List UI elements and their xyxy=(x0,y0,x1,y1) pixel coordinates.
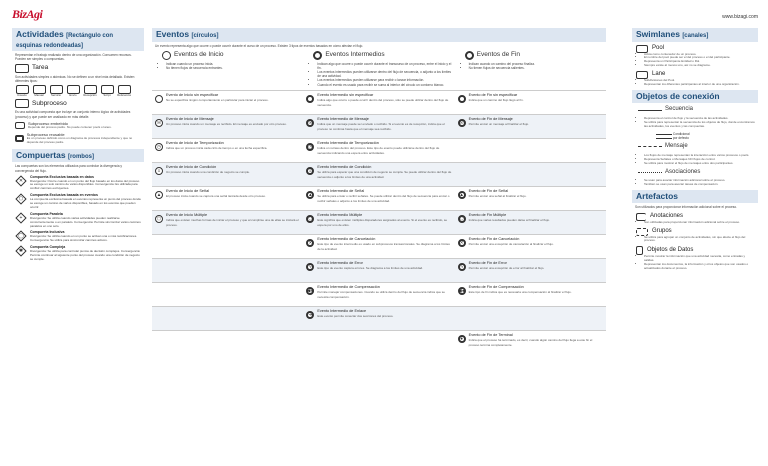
event-cell xyxy=(152,331,303,354)
event-icon: ◀◀ xyxy=(458,287,466,293)
column-events xyxy=(152,28,606,354)
event-title: Evento Intermedio de Compensación xyxy=(317,284,380,289)
asociacion-title: Asociaciones xyxy=(665,168,701,175)
event-desc: Se utiliza para enviar o recibir señales. Se puede utilizar dentro del flujo de secuencia para enviar o recibir señales o adjunto a los límites de una actividad. xyxy=(317,193,450,203)
event-title: Evento de Inicio de Condición xyxy=(166,164,217,169)
actividades-sub: [Rectángulo con esquinas redondeadas] xyxy=(16,33,114,49)
event-icon: ◷ xyxy=(306,143,314,151)
event-text xyxy=(317,309,393,328)
event-text xyxy=(317,165,451,184)
tarea-title: Tarea xyxy=(32,63,49,71)
event-title: Evento de Fin de Mensaje xyxy=(468,116,513,121)
event-title: Evento Intermedio de Mensaje xyxy=(317,116,369,121)
event-desc: Permite enviar una excepción de cancelación al finalizar el flujo. xyxy=(468,241,554,246)
list-item: • Actúa como contenedor de un proceso. xyxy=(644,53,754,57)
event-bullet: • No tienen flujos de secuencia salientes. xyxy=(469,66,606,70)
conditional-flow-icon xyxy=(656,134,672,135)
event-icon: ✉ xyxy=(155,119,163,127)
artefactos-desc: Son utilizados para proporcionar información adicional sobre el proceso. xyxy=(635,205,738,210)
event-rows xyxy=(152,90,606,354)
secuencia-title: Secuencia xyxy=(665,106,694,113)
event-text xyxy=(166,189,266,208)
gateway-text xyxy=(30,212,141,229)
event-type-label: Eventos de Fin xyxy=(476,51,521,59)
event-cell xyxy=(303,187,454,210)
gateway-desc: Divergencia: Se utiliza cuando varias actividades pueden realizarse concurrentemente o en paralelo. Convergencia: Permite sincronizar varios caminos paralelos en uno solo. xyxy=(30,215,141,228)
event-type-label: Eventos Intermedios xyxy=(325,51,385,59)
event-bullet: • Los eventos intermedios pueden utilizarse dentro del flujo de secuencia, o adjunto a los límites de una actividad. xyxy=(317,70,454,78)
task-type-label: Servicio xyxy=(51,92,61,97)
end-event-icon xyxy=(465,51,474,60)
event-desc: Indica que existen muchas formas de iniciar el proceso y que al cumplirse una de ellas se iniciará el proceso. xyxy=(166,217,299,227)
task-type-script xyxy=(100,85,114,98)
subproceso-title: Subproceso xyxy=(32,99,67,107)
gateway-text xyxy=(30,193,141,210)
swimlanes-sub: [canales] xyxy=(682,33,709,39)
task-type-envio xyxy=(66,85,80,98)
gateway-title: Compuerta Inclusiva xyxy=(30,230,65,235)
artefactos-header: Artefactos xyxy=(632,190,758,203)
embebido-desc: Depende del proceso padre. No puede contener pools o lanes. xyxy=(28,124,112,129)
event-cell xyxy=(455,115,606,138)
pool-list xyxy=(636,53,754,69)
task-type-usuario xyxy=(15,85,29,98)
event-icon: ⬠ xyxy=(155,215,163,223)
lane-title: Lane xyxy=(652,71,666,78)
secuencia-list xyxy=(632,117,758,129)
event-cell xyxy=(455,163,606,186)
task-icon xyxy=(15,64,29,73)
event-cell xyxy=(152,307,303,330)
task-type-label: Recepción xyxy=(83,92,97,97)
list-item: • Los flujos de mensaje representan la interacción entre varios procesos o pools. xyxy=(644,154,758,158)
event-cell xyxy=(455,211,606,234)
event-bullet: • Los eventos intermedios pueden utilizarse para recibir o lanzar información. xyxy=(317,78,454,82)
event-title: Evento Intermedio Múltiple xyxy=(317,212,363,217)
event-icon: ◀◀ xyxy=(306,287,314,293)
event-bullets xyxy=(152,62,606,87)
lane-list xyxy=(636,79,754,87)
event-title: Evento Intermedio de Error xyxy=(317,260,363,265)
event-text xyxy=(166,117,287,136)
event-row xyxy=(152,282,606,306)
task-types xyxy=(15,85,141,98)
event-cell xyxy=(303,235,454,258)
compuertas-title: Compuertas xyxy=(16,149,66,160)
list-item: • Permite mostrar la información que una actividad necesita, como entradas y salidas. xyxy=(644,255,754,263)
event-text xyxy=(469,117,529,136)
event-cell xyxy=(303,139,454,162)
event-title: Evento de Fin de Error xyxy=(468,260,507,265)
gateway-desc: Divergencia: Se utiliza cuando en un punto se activan una o más ramificaciones. Convergencia: Se utiliza para sincronizar caminos activos. xyxy=(30,234,138,243)
default-label: por defecto xyxy=(672,135,689,140)
event-cell xyxy=(303,307,454,330)
event-cell xyxy=(152,211,303,234)
event-row xyxy=(152,330,606,354)
event-text xyxy=(469,189,527,208)
list-item: • Se usan para asociar información adicional sobre el proceso. xyxy=(644,179,758,183)
event-cell xyxy=(152,187,303,210)
event-icon: ● xyxy=(458,335,466,343)
event-text xyxy=(317,213,451,232)
gateway-text xyxy=(30,175,141,192)
event-icon: ⬠ xyxy=(306,215,314,223)
event-icon: ✉ xyxy=(458,119,466,127)
event-row xyxy=(152,138,606,162)
event-icon: ϟ xyxy=(458,263,466,271)
eventos-header xyxy=(152,28,606,42)
event-desc: Este evento permite conectar dos secciones del proceso. xyxy=(317,313,394,318)
gateway-title: Compuerta Exclusiva basada en datos xyxy=(30,174,94,179)
datos-title: Objetos de Datos xyxy=(647,246,694,253)
event-cell xyxy=(303,163,454,186)
event-icon: ▲ xyxy=(308,191,313,197)
event-type-start xyxy=(152,51,303,60)
list-item: • Representa un Participante Entidad o Rol. xyxy=(644,60,754,64)
event-cell xyxy=(152,163,303,186)
gateway-text xyxy=(30,245,141,262)
conditional-label: Condicional xyxy=(672,131,690,136)
event-icon: ✉ xyxy=(306,119,314,127)
event-row xyxy=(152,162,606,186)
data-object-icon xyxy=(636,246,643,255)
task-type-label: Referencia xyxy=(117,92,131,97)
event-text xyxy=(469,261,545,280)
gateway-item xyxy=(15,175,141,192)
event-cell xyxy=(455,91,606,114)
event-desc: Permite enviar una señal al finalizar el flujo. xyxy=(468,193,527,198)
event-cell xyxy=(455,259,606,282)
event-type-intermediate xyxy=(303,51,454,60)
event-cell xyxy=(303,331,454,354)
top-bar xyxy=(0,0,768,28)
gateway-desc: La compuerta exclusiva basada en eventos representa un punto del proceso donde se escoge un camino de varios disponibles, basado en los eventos que pueden ocurrir. xyxy=(30,197,141,209)
event-type-end xyxy=(455,51,606,60)
default-flow-icon xyxy=(656,138,672,139)
event-icon: ✕ xyxy=(458,239,466,247)
event-desc: Indica que un mensaje puede ser enviado o recibido. Si el evento es de recepción, indica que el proceso no continúa hasta que el mensaje sea recibido. xyxy=(317,121,445,131)
gateway-icon xyxy=(15,175,26,186)
event-desc: El proceso inicia cuando se captura una señal lanzada desde otro proceso. xyxy=(166,193,266,198)
eventos-title: Eventos xyxy=(156,29,190,39)
event-icon xyxy=(306,95,314,103)
gateway-title: Compuerta Compleja xyxy=(30,245,66,250)
asociacion-list xyxy=(632,179,758,187)
event-bullet-list xyxy=(303,62,454,87)
gateway-symbol: ◯ xyxy=(18,233,24,240)
actividades-header xyxy=(12,28,144,51)
event-text xyxy=(469,237,554,256)
event-desc: Permite manejar compensaciones. Cuando se utiliza dentro del flujo de secuencia indica que se necesita compensación. xyxy=(317,289,445,299)
event-cell xyxy=(455,235,606,258)
grupos-list xyxy=(636,236,754,244)
actividades-title: Actividades xyxy=(16,29,64,39)
event-title: Evento Intermedio de Enlace xyxy=(317,308,367,313)
embedded-subprocess-icon xyxy=(15,122,25,129)
subproceso-desc: Es una actividad compuesta que incluye un conjunto interno lógico de actividades (proceso) y que puede ser analizado en más detalle. xyxy=(15,110,131,119)
compuertas-header xyxy=(12,149,144,163)
reusable-subprocess-icon xyxy=(15,135,24,142)
event-bullet: • Indican cuando un camino del proceso finaliza. xyxy=(469,62,606,66)
compuertas-desc: Las compuertas son los elementos utilizados para controlar la divergencia y convergencia del flujo. xyxy=(15,164,123,173)
column-left xyxy=(12,28,144,264)
actividades-desc: Representan el trabajo realizado dentro de una organización. Consumen recursos. Pueden ser simples o compuestas. xyxy=(15,53,132,62)
event-cell xyxy=(152,283,303,306)
reusable-desc: Es un proceso definido como un diagrama de procesos independiente y que no depende del proceso padre. xyxy=(26,136,133,144)
event-desc: Indica que el proceso ha terminado, es decir, cuando algún camino del flujo llega a este fin el proceso termina completamente. xyxy=(468,337,593,347)
task-type-recepcion xyxy=(83,85,97,98)
event-icon: ▲ xyxy=(459,191,464,197)
event-icon xyxy=(155,95,163,103)
intermediate-event-icon xyxy=(313,51,322,60)
swimlanes-header xyxy=(632,28,758,42)
event-title: Evento de Fin de Señal xyxy=(468,188,509,193)
gateway-desc: Divergencia: Ocurre cuando en un punto del flujo basado en los datos del proceso se escoge un solo camino de varios disponibles. Convergencia: Es utilizada para confluir caminos excluyentes. xyxy=(30,178,140,191)
eventos-desc: Un evento representa algo que ocurre o puede ocurrir durante el curso de un proceso. Existen 3 tipos de eventos basados en cómo afectan el flujo. xyxy=(155,43,364,48)
event-icon: ≡ xyxy=(306,167,314,175)
event-title: Evento de Inicio de Mensaje xyxy=(166,116,214,121)
bizagi-logo: BizAgi xyxy=(12,7,43,21)
task-type-label: Envío xyxy=(69,92,77,97)
conexion-header: Objetos de conexión xyxy=(632,90,758,103)
mensaje-list xyxy=(632,154,758,166)
event-text xyxy=(166,141,267,160)
event-cell xyxy=(303,283,454,306)
event-cell xyxy=(303,211,454,234)
grupos-title: Grupos xyxy=(652,227,672,234)
reusable-title: Subproceso reusable xyxy=(26,131,65,137)
event-text xyxy=(317,189,451,208)
event-cell xyxy=(455,307,606,330)
gateway-item xyxy=(15,230,141,243)
event-type-label: Eventos de Inicio xyxy=(174,51,224,59)
event-text xyxy=(469,285,572,304)
list-item: • Son utilizadas para proporcionar información adicional sobre el proceso. xyxy=(644,221,754,225)
event-title: Evento de Fin de Compensación xyxy=(468,284,524,289)
gateway-symbol: ✱ xyxy=(18,248,24,255)
list-item: • Subdivisiones del Pool. xyxy=(644,79,754,83)
event-icon: ➜ xyxy=(306,311,314,319)
event-icon: ▲ xyxy=(156,191,162,197)
event-desc: Permite enviar una excepción de error al finalizar el flujo. xyxy=(468,265,545,270)
event-cell xyxy=(455,283,606,306)
event-row xyxy=(152,114,606,138)
event-text xyxy=(317,141,451,160)
event-text xyxy=(166,213,300,232)
anotaciones-list xyxy=(636,221,754,225)
event-title: Evento Intermedio sin especificar xyxy=(317,92,374,97)
task-type-manual xyxy=(32,85,46,98)
gateway-icon xyxy=(15,212,26,223)
gateway-item xyxy=(15,212,141,229)
event-title: Evento de Inicio Múltiple xyxy=(166,212,208,217)
event-row xyxy=(152,90,606,114)
event-title: Evento de Fin de Cancelación xyxy=(468,236,520,241)
event-cell xyxy=(152,235,303,258)
event-title: Evento de Fin Múltiple xyxy=(468,212,507,217)
embebido-title: Subproceso embebido xyxy=(28,120,69,126)
event-desc: Un proceso inicia cuando un mensaje es recibido. El mensaje es enviado por otro proceso. xyxy=(166,121,287,126)
list-item: • Representa el control de flujo y la secuencia de las actividades. xyxy=(644,117,758,121)
event-type-headers xyxy=(152,51,606,60)
event-row xyxy=(152,306,606,330)
event-cell xyxy=(152,259,303,282)
tarea-desc: Son actividades simples o atómicas. No se definen a un nivel más detallado. Existen diferentes tipos: xyxy=(15,74,135,83)
event-icon: ϟ xyxy=(306,263,314,271)
event-title: Evento de Inicio sin especificar xyxy=(166,92,219,97)
event-cell xyxy=(152,115,303,138)
compuertas-sub: [rombos] xyxy=(67,153,94,160)
association-icon xyxy=(638,172,662,173)
task-type-servicio xyxy=(49,85,63,98)
event-text xyxy=(317,285,451,304)
sequence-variants xyxy=(656,132,734,140)
anotaciones-title: Anotaciones xyxy=(650,212,684,219)
event-cell xyxy=(303,91,454,114)
gateway-title: Compuerta Exclusiva basada en eventos xyxy=(30,193,98,198)
list-item: • Se utiliza para representar la secuencia de los objetos de flujo, donde encontramos las actividades, los eventos y las compuertas. xyxy=(644,121,758,129)
event-cell xyxy=(303,259,454,282)
event-cell xyxy=(455,331,606,354)
event-desc: Indica que un camino del flujo llegó al fin. xyxy=(468,97,524,102)
event-title: Evento de Inicio de Temporización xyxy=(166,140,224,145)
event-cell xyxy=(152,139,303,162)
event-icon: ⬠ xyxy=(458,215,466,223)
event-title: Evento Intermedio de Temporización xyxy=(317,140,379,145)
event-icon xyxy=(458,95,466,103)
task-type-label: Manual xyxy=(34,92,44,97)
event-title: Evento de Fin sin especificar xyxy=(468,92,518,97)
gateway-symbol: + xyxy=(19,214,23,221)
event-desc: Este tipo de evento captura errores. Se diagrama a los límites de una actividad. xyxy=(317,265,424,270)
event-text xyxy=(166,165,250,184)
event-cell xyxy=(455,187,606,210)
event-title: Evento Intermedio de Señal xyxy=(317,188,365,193)
gateway-item xyxy=(15,193,141,210)
event-desc: Indica un retraso dentro del proceso. Este tipo de evento puede utilizarse dentro del flujo de secuencia indicando una espera entre actividades. xyxy=(317,145,440,155)
column-right xyxy=(632,28,758,274)
gateway-symbol: ⬠ xyxy=(18,196,24,203)
event-desc: Indica que varias resultados pueden darse al finalizar el flujo. xyxy=(468,217,550,222)
gateway-text xyxy=(30,230,141,243)
event-desc: Indica algo que ocurre o puede ocurrir dentro del proceso, sólo se puede utilizar dentro del flujo de secuencia. xyxy=(317,97,449,107)
list-item: • Siempre existe al menos uno, así no se diagrame. xyxy=(644,64,754,68)
event-row xyxy=(152,186,606,210)
event-title: Evento Intermedio de Condición xyxy=(317,164,372,169)
list-item: • Representan los documentos, la información y otros objetos que son usados o actualizados durante el proceso. xyxy=(644,263,754,271)
event-text xyxy=(166,93,269,112)
event-bullet: • Cuando el evento es usado para recibir se suma al interior del círculo un contorno blanco. xyxy=(317,83,454,87)
datos-list xyxy=(636,255,754,271)
event-text xyxy=(317,117,451,136)
event-desc: Permite enviar un mensaje al finalizar el flujo. xyxy=(468,121,530,126)
list-item: • Se utiliza para agrupar un conjunto de actividades, sin que afecte el flujo del proceso. xyxy=(644,236,754,244)
event-desc: No se especifica ningún comportamiento en particular para iniciar el proceso. xyxy=(166,97,269,102)
list-item: • También se usan para asociar tareas de compensación. xyxy=(644,183,758,187)
event-icon: ✕ xyxy=(306,239,314,247)
event-desc: Un proceso inicia cuando una condición de negocio se cumple. xyxy=(166,169,250,174)
task-type-label: Usuario xyxy=(17,92,27,97)
event-icon: ≡ xyxy=(155,167,163,175)
subprocess-icon xyxy=(15,99,29,108)
event-cell xyxy=(152,91,303,114)
event-title: Evento de Fin de Terminal xyxy=(468,332,513,337)
sequence-flow-icon xyxy=(638,110,662,111)
event-text xyxy=(469,93,524,112)
event-cell xyxy=(303,115,454,138)
start-event-icon xyxy=(162,51,171,60)
gateway-symbol: ✕ xyxy=(18,177,24,184)
event-text xyxy=(317,93,451,112)
event-desc: Se utiliza para esperar que una condición de negocio se cumpla. Se puede utilizar dentro del flujo de secuencia o adjunto a los límites de una actividad. xyxy=(317,169,452,179)
event-row xyxy=(152,234,606,258)
list-item: • Representa Señales o Mensajes NO flujos de control. xyxy=(644,158,758,162)
pool-title: Pool xyxy=(652,44,665,51)
mensaje-title: Mensaje xyxy=(665,143,688,150)
event-title: Evento Intermedio de Cancelación xyxy=(317,236,376,241)
event-text xyxy=(469,333,603,352)
event-text xyxy=(317,261,423,280)
list-item: • Representan los diferentes participantes al interior de una organización. xyxy=(644,83,754,87)
event-bullet: • No tienen flujos de secuencia entrantes. xyxy=(166,66,303,70)
event-icon: ◷ xyxy=(155,143,163,151)
gateway-desc: Divergencia: Se utiliza para controlar puntos de decisión complejos. Convergencia: Permite continuar al siguiente punto del proceso cuando una condición de negocio se cumple. xyxy=(30,248,141,261)
swimlanes-title: Swimlanes xyxy=(636,29,680,39)
event-text xyxy=(469,213,550,232)
site-url[interactable]: www.bizagi.com xyxy=(722,14,758,20)
eventos-sub: [círculos] xyxy=(191,33,219,39)
event-desc: Este tipo de evento intermedio es usado en subprocesos transaccionales. Se diagrama a los límites de la actividad. xyxy=(317,241,450,251)
task-type-referencia xyxy=(117,85,131,98)
event-bullet: • Indican algo que ocurre o puede ocurrir durante el transcurso de un proceso, entre el inicio y el fin. xyxy=(317,62,454,70)
event-bullet: • Indican cuando un proceso inicia. xyxy=(166,62,303,66)
gateway-title: Compuerta Paralela xyxy=(30,211,63,216)
event-text xyxy=(317,237,451,256)
gateway-item xyxy=(15,245,141,262)
gateway-icon xyxy=(15,231,26,242)
list-item: • Se utiliza para mostrar el flujo de mensajes entre dos participantes. xyxy=(644,162,758,166)
gateway-icon xyxy=(15,245,26,256)
event-bullet-list xyxy=(152,62,303,87)
event-bullet-list xyxy=(455,62,606,87)
list-item: • El nombre del pool puede ser el del proceso o el del participante. xyxy=(644,56,754,60)
event-desc: Este tipo de fin indica que es necesaria una compensación al finalizar el flujo. xyxy=(468,289,572,294)
event-row xyxy=(152,258,606,282)
event-row xyxy=(152,210,606,234)
event-desc: Este significa que existen múltiples disparadores asignados al evento. Si el evento es recibido, se espera por uno de ellos. xyxy=(317,217,448,227)
event-cell xyxy=(455,139,606,162)
message-flow-icon xyxy=(638,146,662,147)
event-desc: Indica que un proceso inicia cada ciclo de tiempo o en una fecha específica. xyxy=(166,145,268,150)
task-type-label: Script xyxy=(103,92,111,97)
event-title: Evento de Inicio de Señal xyxy=(166,188,210,193)
gateway-icon xyxy=(15,194,26,205)
